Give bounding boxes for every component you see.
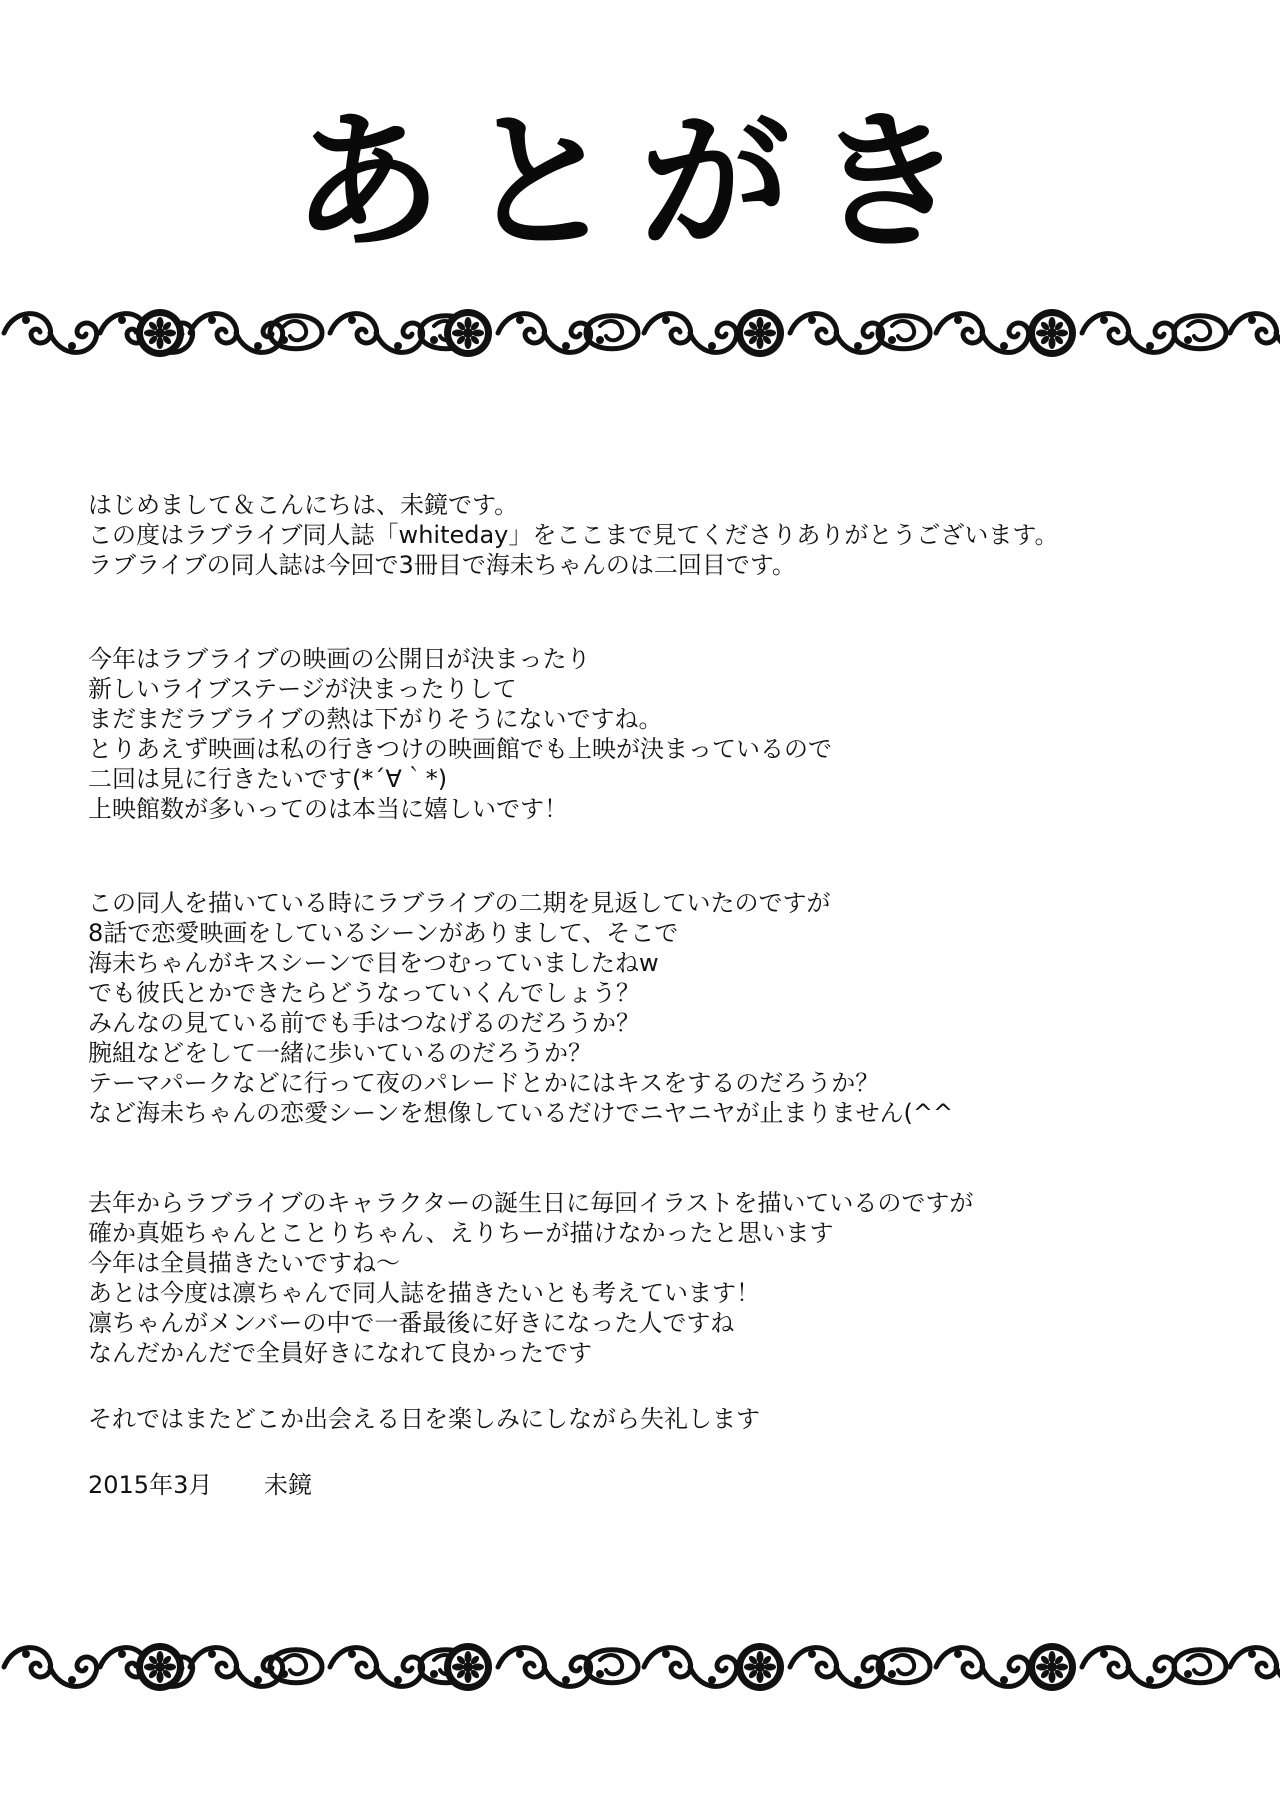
paragraph-movie: [88, 644, 1268, 824]
page-title: あとがき: [291, 96, 988, 270]
text-line: など海未ちゃんの恋愛シーンを想像しているだけでニヤニヤが止まりません(^^: [88, 1099, 954, 1127]
paragraph-season-two: [88, 888, 1268, 1128]
paragraph-birthdays: [88, 1188, 1268, 1368]
text-line: 8話で恋愛映画をしているシーンがありまして、そこで: [88, 919, 679, 947]
text-line: でも彼氏とかできたらどうなっていくんでしょう？: [88, 979, 640, 1007]
text-line: 二回は見に行きたいです(*´∀｀*): [88, 765, 448, 793]
text-line: とりあえず映画は私の行きつけの映画館でも上映が決まっているので: [88, 735, 832, 763]
text-line: 去年からラブライブのキャラクターの誕生日に毎回イラストを描いているのですが: [88, 1189, 974, 1217]
text-line: 凛ちゃんがメンバーの中で一番最後に好きになった人ですね: [88, 1309, 735, 1337]
signature-author: 未鏡: [264, 1471, 312, 1499]
text-line: 海未ちゃんがキスシーンで目をつむっていましたねw: [88, 949, 659, 977]
text-line: 上映館数が多いってのは本当に嬉しいです！: [88, 795, 568, 823]
text-line: それではまたどこか出会える日を楽しみにしながら失礼します: [88, 1405, 760, 1433]
ornamental-border-top: [0, 296, 1280, 370]
text-line: 腕組などをして一緒に歩いているのだろうか？: [88, 1039, 592, 1067]
text-line: みんなの見ている前でも手はつなげるのだろうか？: [88, 1009, 640, 1037]
text-line: この同人を描いている時にラブライブの二期を見返していたのですが: [88, 889, 831, 917]
paragraph-intro: [88, 490, 1268, 580]
text-line: はじめまして＆こんにちは、未鏡です。: [88, 491, 519, 519]
text-line: この度はラブライブ同人誌「whiteday」をここまで見てくださりありがとうございます。: [88, 521, 1059, 549]
text-line: 今年は全員描きたいですね～: [88, 1249, 400, 1277]
text-line: 新しいライブステージが決まったりして: [88, 675, 517, 703]
text-line: あとは今度は凛ちゃんで同人誌を描きたいとも考えています！: [88, 1279, 760, 1307]
text-line: テーマパークなどに行って夜のパレードとかにはキスをするのだろうか？: [88, 1069, 880, 1097]
text-line: まだまだラブライブの熱は下がりそうにないですね。: [88, 705, 663, 733]
paragraph-closing: [88, 1404, 1268, 1434]
text-line: 確か真姫ちゃんとことりちゃん、えりちーが描けなかったと思います: [88, 1219, 834, 1247]
ornamental-border-bottom: [0, 1630, 1280, 1704]
text-line: なんだかんだで全員好きになれて良かったです: [88, 1339, 592, 1367]
text-line: ラブライブの同人誌は今回で3冊目で海未ちゃんのは二回目です。: [88, 551, 796, 579]
text-line: 今年はラブライブの映画の公開日が決まったり: [88, 645, 591, 673]
signature: [88, 1470, 1268, 1500]
signature-date: 2015年3月: [88, 1471, 213, 1499]
afterword-body: [88, 490, 1268, 1500]
